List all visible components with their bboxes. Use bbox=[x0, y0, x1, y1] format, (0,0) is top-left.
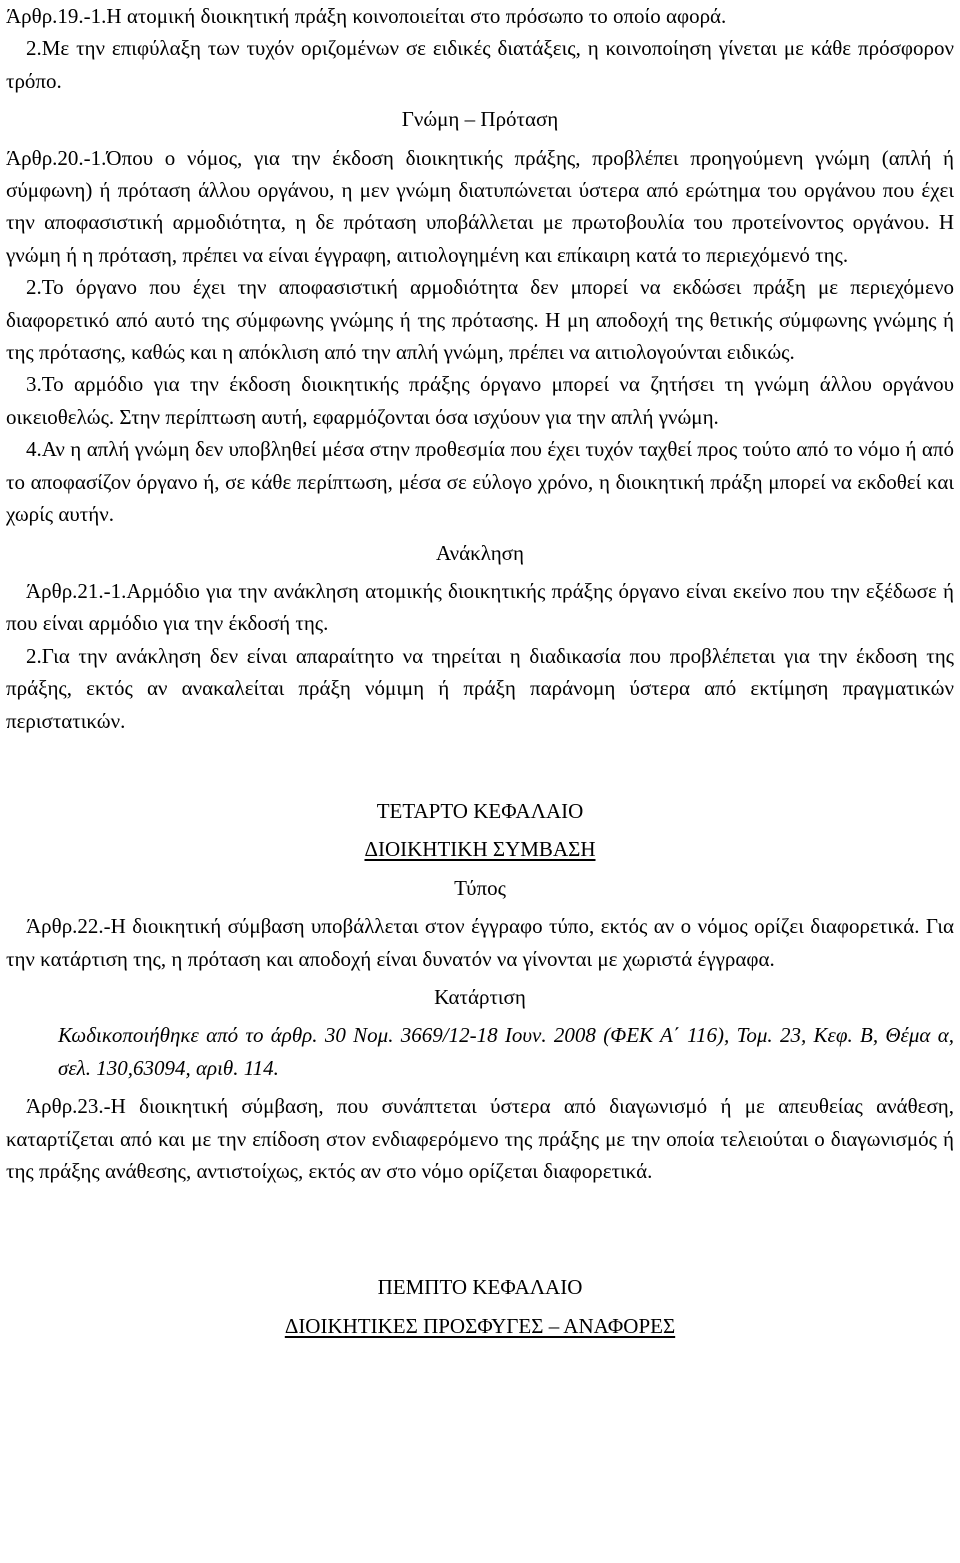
article-22-paragraph-1: Άρθρ.22.-Η διοικητική σύμβαση υποβάλλεται στον έγγραφο τύπο, εκτός αν ο νόμος ορίζει διαφορετικά. Για την κατάρτιση της, η πρόταση και αποδοχή είναι δυνατόν να γίνονται με χωριστά έγγραφα. bbox=[6, 914, 954, 971]
article-21-paragraph-1: Άρθρ.21.-1.Αρμόδιο για την ανάκληση ατομικής διοικητικής πράξης όργανο είναι εκείνο που την εξέδωσε ή που είναι αρμόδιο για την έκδοσή της. bbox=[6, 578, 954, 636]
chapter-4-subtitle bbox=[6, 833, 954, 865]
article-19-paragraph-1: Άρθρ.19.-1.Η ατομική διοικητική πράξη κοινοποιείται στο πρόσωπο το οποίο αφορά. bbox=[6, 4, 727, 28]
section-heading-anaklisi: Ανάκληση bbox=[436, 540, 524, 565]
chapter-5-title: ΠΕΜΠΤΟ ΚΕΦΑΛΑΙΟ bbox=[377, 1275, 583, 1300]
article-20-paragraph-4: 4.Αν η απλή γνώμη δεν υποβληθεί μέσα στην προθεσμία που έχει τυχόν ταχθεί προς τούτο από το νόμο ή από το αποφασίζον όργανο ή, σε κάθε περίπτωση, μέσα σε εύλογο χρόνο, η διοικητική πράξη μπορεί να εκδοθεί και χωρίς αυτήν. bbox=[6, 437, 954, 527]
section-heading-typos: Τύπος bbox=[454, 875, 506, 900]
article-20-paragraph-3: 3.Το αρμόδιο για την έκδοση διοικητικής πράξης όργανο μπορεί να ζητήσει τη γνώμη άλλου οργάνου οικειοθελώς. Στην περίπτωση αυτή, εφαρμόζονται όσα ισχύουν για την απλή γνώμη. bbox=[6, 372, 954, 429]
chapter-4-title: ΤΕΤΑΡΤΟ ΚΕΦΑΛΑΙΟ bbox=[376, 798, 584, 823]
article-20-paragraph-2: 2.Το όργανο που έχει την αποφασιστική αρμοδιότητα δεν μπορεί να εκδώσει πράξη με περιεχόμενο διαφορετικό από αυτό της σύμφωνης γνώμης ή της πρότασης. Η μη αποδοχή της θετικής σύμφωνης γνώμης ή της πρότασης, καθώς και η απόκλιση από την απλή γνώμη, πρέπει να αιτιολογούνται ειδικώς. bbox=[6, 275, 954, 365]
article-20-paragraph-1: Άρθρ.20.-1.Όπου ο νόμος, για την έκδοση διοικητικής πράξης, προβλέπει προηγούμενη γνώμη (απλή ή σύμφωνη) ή πρόταση άλλου οργάνου, η μεν γνώμη διατυπώνεται ύστερα από ερώτημα του οργάνου που έχει την αποφασιστική αρμοδιότητα, η δε πρόταση υποβάλλεται με πρωτοβουλία του προτείνοντος οργάνου. Η γνώμη ή η πρόταση, πρέπει να είναι έγγραφη, αιτιολογημένη και επίκαιρη κατά το περιεχόμενό της. bbox=[6, 145, 954, 267]
article-19-paragraph-2: 2.Με την επιφύλαξη των τυχόν οριζομένων σε ειδικές διατάξεις, η κοινοποίηση γίνεται με κάθε πρόσφορον τρόπο. bbox=[6, 36, 954, 93]
article-23-paragraph-1: Άρθρ.23.-Η διοικητική σύμβαση, που συνάπτεται ύστερα από διαγωνισμό ή με απευθείας ανάθεση, καταρτίζεται από και με την επίδοση στον ενδιαφερόμενο της πράξης με την οποία τελειούται ο διαγωνισμός ή της πράξης ανάθεσης, αντιστοίχως, εκτός αν στο νόμο ορίζεται διαφορετικά. bbox=[6, 1094, 954, 1183]
spacer bbox=[6, 737, 954, 795]
chapter-5-subtitle bbox=[6, 1310, 954, 1342]
section-heading-gnomi-protasi: Γνώμη – Πρόταση bbox=[401, 107, 559, 132]
document-page bbox=[6, 0, 954, 1342]
codification-note: Κωδικοποιήθηκε από το άρθρ. 30 Νομ. 3669/12-18 Ιουν. 2008 (ΦΕΚ Α΄ 116), Τομ. 23, Κεφ. Β, Θέμα α, σελ. 130,63094, αριθ. 114. bbox=[58, 1023, 954, 1080]
section-heading-katartisi: Κατάρτιση bbox=[434, 984, 526, 1009]
article-21-paragraph-2: 2.Για την ανάκληση δεν είναι απαραίτητο να τηρείται η διαδικασία που προβλέπεται για την έκδοση της πράξης, εκτός αν ανακαλείται πράξη νόμιμη ή πράξη παράνομη ύστερα από εκτίμηση πραγματικών περιστατικών. bbox=[6, 643, 954, 733]
spacer bbox=[6, 1187, 954, 1271]
chapter-4-subtitle-text: ΔΙΟΙΚΗΤΙΚΗ ΣΥΜΒΑΣΗ bbox=[364, 837, 596, 862]
chapter-5-subtitle-text: ΔΙΟΙΚΗΤΙΚΕΣ ΠΡΟΣΦΥΓΕΣ – ΑΝΑΦΟΡΕΣ bbox=[284, 1313, 676, 1338]
